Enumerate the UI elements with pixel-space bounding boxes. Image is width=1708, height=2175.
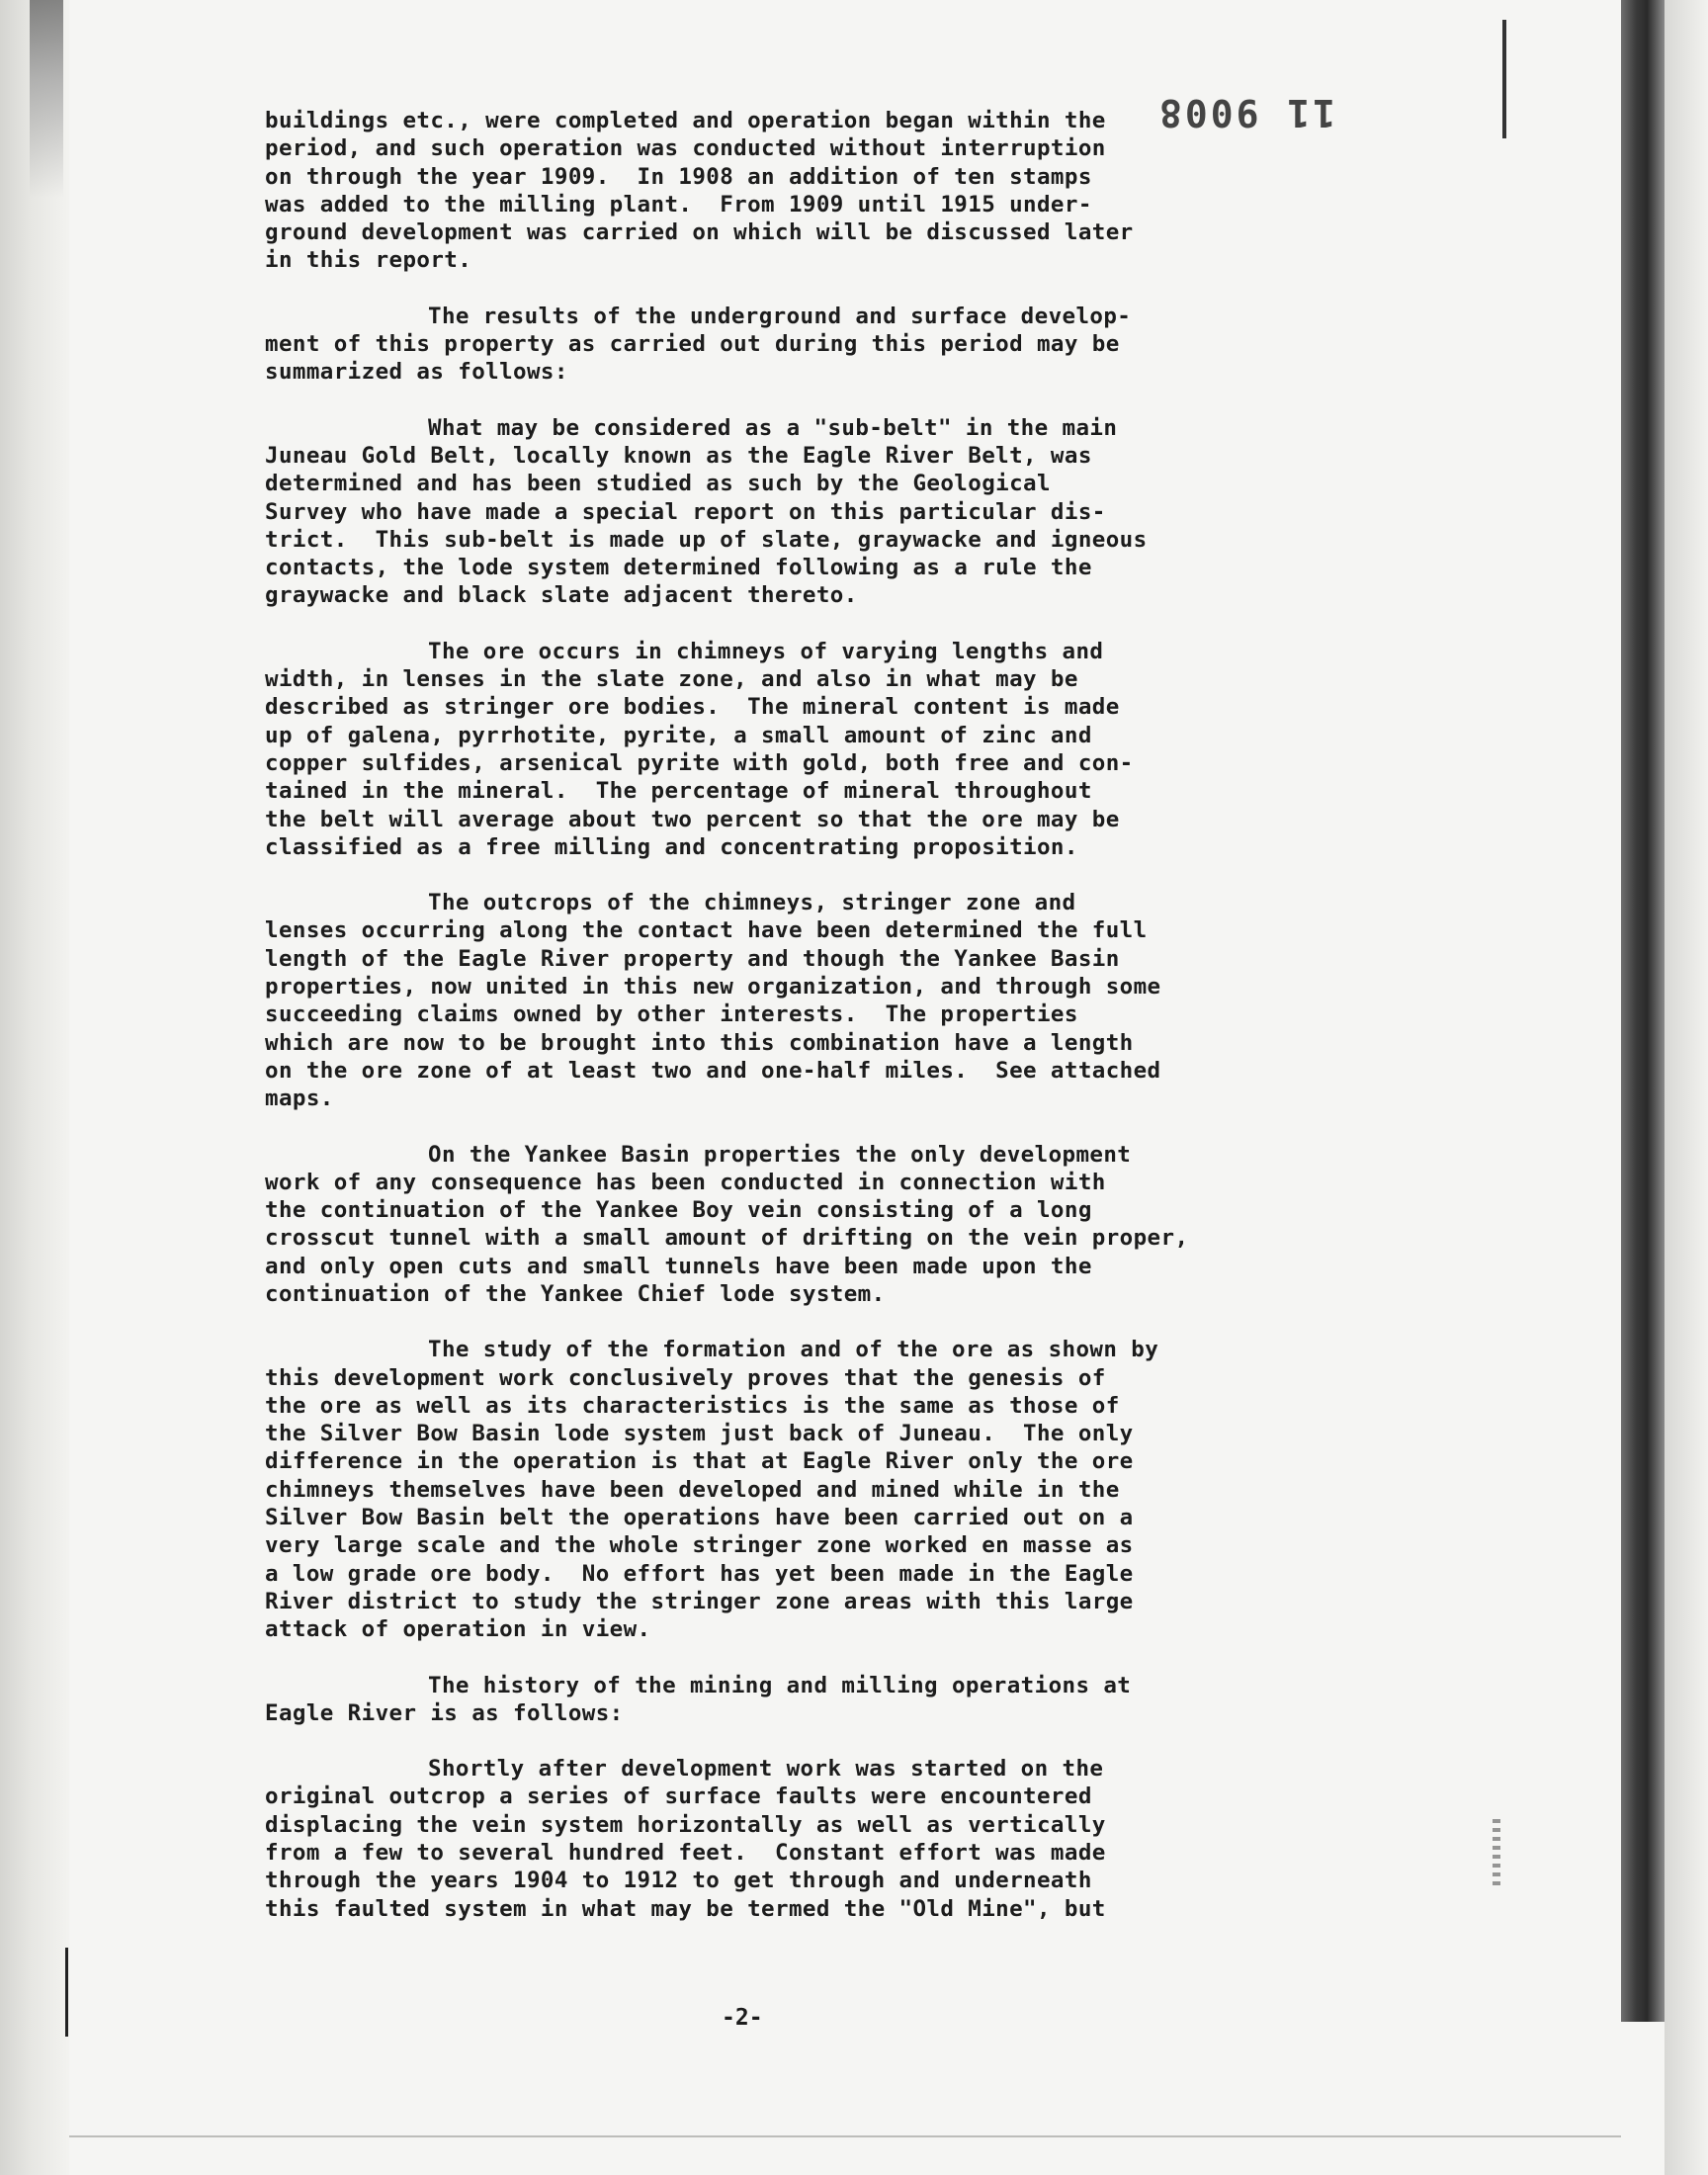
paragraph-2 [265,303,1392,387]
text-line: The history of the mining and milling operations at [428,1672,1132,1698]
scan-left-shadow [30,0,63,198]
text-line: the belt will average about two percent so that the ore may be [265,806,1120,832]
text-line: succeeding claims owned by other interests. The properties [265,1001,1078,1028]
text-line: original outcrop a series of surface faults were encountered [265,1784,1092,1810]
text-line: which are now to be brought into this combination have a length [265,1029,1134,1056]
text-line: period, and such operation was conducted without interruption [265,135,1106,162]
text-line: was added to the milling plant. From 1909 until 1915 under- [265,191,1092,218]
text-line: The results of the underground and surface develop- [428,303,1132,329]
text-line: Silver Bow Basin belt the operations have been carried out on a [265,1505,1134,1531]
text-line: determined and has been studied as such by the Geological [265,471,1051,497]
text-line: and only open cuts and small tunnels have been made upon the [265,1253,1092,1279]
document-body [265,107,1392,1951]
text-line: this development work conclusively proves that the genesis of [265,1364,1106,1391]
text-line: the ore as well as its characteristics is the same as those of [265,1392,1120,1419]
text-line: ground development was carried on which will be discussed later [265,219,1134,246]
scan-right-binding-shadow [1621,0,1665,2022]
text-line: The ore occurs in chimneys of varying lengths and [428,638,1104,664]
scan-margin-mark [1493,1819,1500,1888]
paragraph-4 [265,638,1392,861]
text-line: very large scale and the whole stringer zone worked en masse as [265,1532,1134,1559]
text-line: copper sulfides, arsenical pyrite with gold, both free and con- [265,749,1134,776]
scan-right-mark [1502,20,1506,138]
text-line: crosscut tunnel with a small amount of drifting on the vein proper, [265,1225,1189,1252]
text-line: buildings etc., were completed and operation began within the [265,108,1106,133]
text-line: difference in the operation is that at Eagle River only the ore [265,1448,1134,1475]
paragraph-9 [265,1755,1392,1923]
text-line: in this report. [265,247,472,274]
text-line: Survey who have made a special report on this particular dis- [265,498,1106,525]
scan-bottom-edge [69,2135,1621,2137]
scan-right-edge [1665,0,1708,2175]
text-line: attack of operation in view. [265,1616,651,1643]
text-line: properties, now united in this new organization, and through some [265,974,1161,1000]
text-line: this faulted system in what may be termed the "Old Mine", but [265,1895,1106,1922]
text-line: contacts, the lode system determined following as a rule the [265,555,1092,581]
text-line: continuation of the Yankee Chief lode system. [265,1280,886,1307]
text-line: a low grade ore body. No effort has yet been made in the Eagle [265,1560,1134,1587]
text-line: Eagle River is as follows: [265,1699,624,1726]
text-line: tained in the mineral. The percentage of mineral throughout [265,778,1092,805]
text-line: What may be considered as a "sub-belt" in the main [428,414,1118,441]
text-line: chimneys themselves have been developed and mined while in the [265,1476,1120,1503]
text-line: On the Yankee Basin properties the only development [428,1141,1132,1168]
document-stamp-number: 11 9008 [1156,91,1336,134]
text-line: classified as a free milling and concentrating proposition. [265,833,1078,860]
text-line: Juneau Gold Belt, locally known as the Eagle River Belt, was [265,442,1092,469]
text-line: lenses occurring along the contact have been determined the full [265,917,1148,944]
paragraph-8 [265,1672,1392,1728]
text-line: described as stringer ore bodies. The mineral content is made [265,694,1120,721]
text-line: summarized as follows: [265,359,568,386]
text-line: on through the year 1909. In 1908 an addition of ten stamps [265,163,1092,190]
text-line: up of galena, pyrrhotite, pyrite, a small amount of zinc and [265,722,1092,748]
paragraph-1 [265,107,1392,275]
text-line: on the ore zone of at least two and one-half miles. See attached [265,1057,1161,1084]
paragraph-5 [265,889,1392,1112]
text-line: ment of this property as carried out during this period may be [265,331,1120,358]
scan-left-mark [65,1948,68,2037]
text-line: graywacke and black slate adjacent thereto. [265,582,858,609]
text-line: the Silver Bow Basin lode system just back of Juneau. The only [265,1421,1134,1447]
text-line: through the years 1904 to 1912 to get through and underneath [265,1868,1092,1894]
text-line: displacing the vein system horizontally as well as vertically [265,1811,1106,1838]
text-line: Shortly after development work was started on the [428,1756,1104,1783]
paragraph-7 [265,1336,1392,1643]
text-line: maps. [265,1086,334,1112]
text-line: width, in lenses in the slate zone, and also in what may be [265,666,1078,693]
text-line: trict. This sub-belt is made up of slate, graywacke and igneous [265,526,1148,553]
text-line: from a few to several hundred feet. Constant effort was made [265,1840,1106,1867]
page-number: -2- [722,2005,763,2031]
text-line: work of any consequence has been conducted in connection with [265,1169,1106,1195]
text-line: length of the Eagle River property and though the Yankee Basin [265,945,1120,972]
text-line: The outcrops of the chimneys, stringer zone and [428,890,1076,916]
text-line: River district to study the stringer zone areas with this large [265,1588,1134,1614]
text-line: The study of the formation and of the ore as shown by [428,1337,1159,1363]
paragraph-6 [265,1141,1392,1309]
scan-left-edge [0,0,69,2175]
text-line: the continuation of the Yankee Boy vein consisting of a long [265,1197,1092,1224]
paragraph-3 [265,414,1392,610]
